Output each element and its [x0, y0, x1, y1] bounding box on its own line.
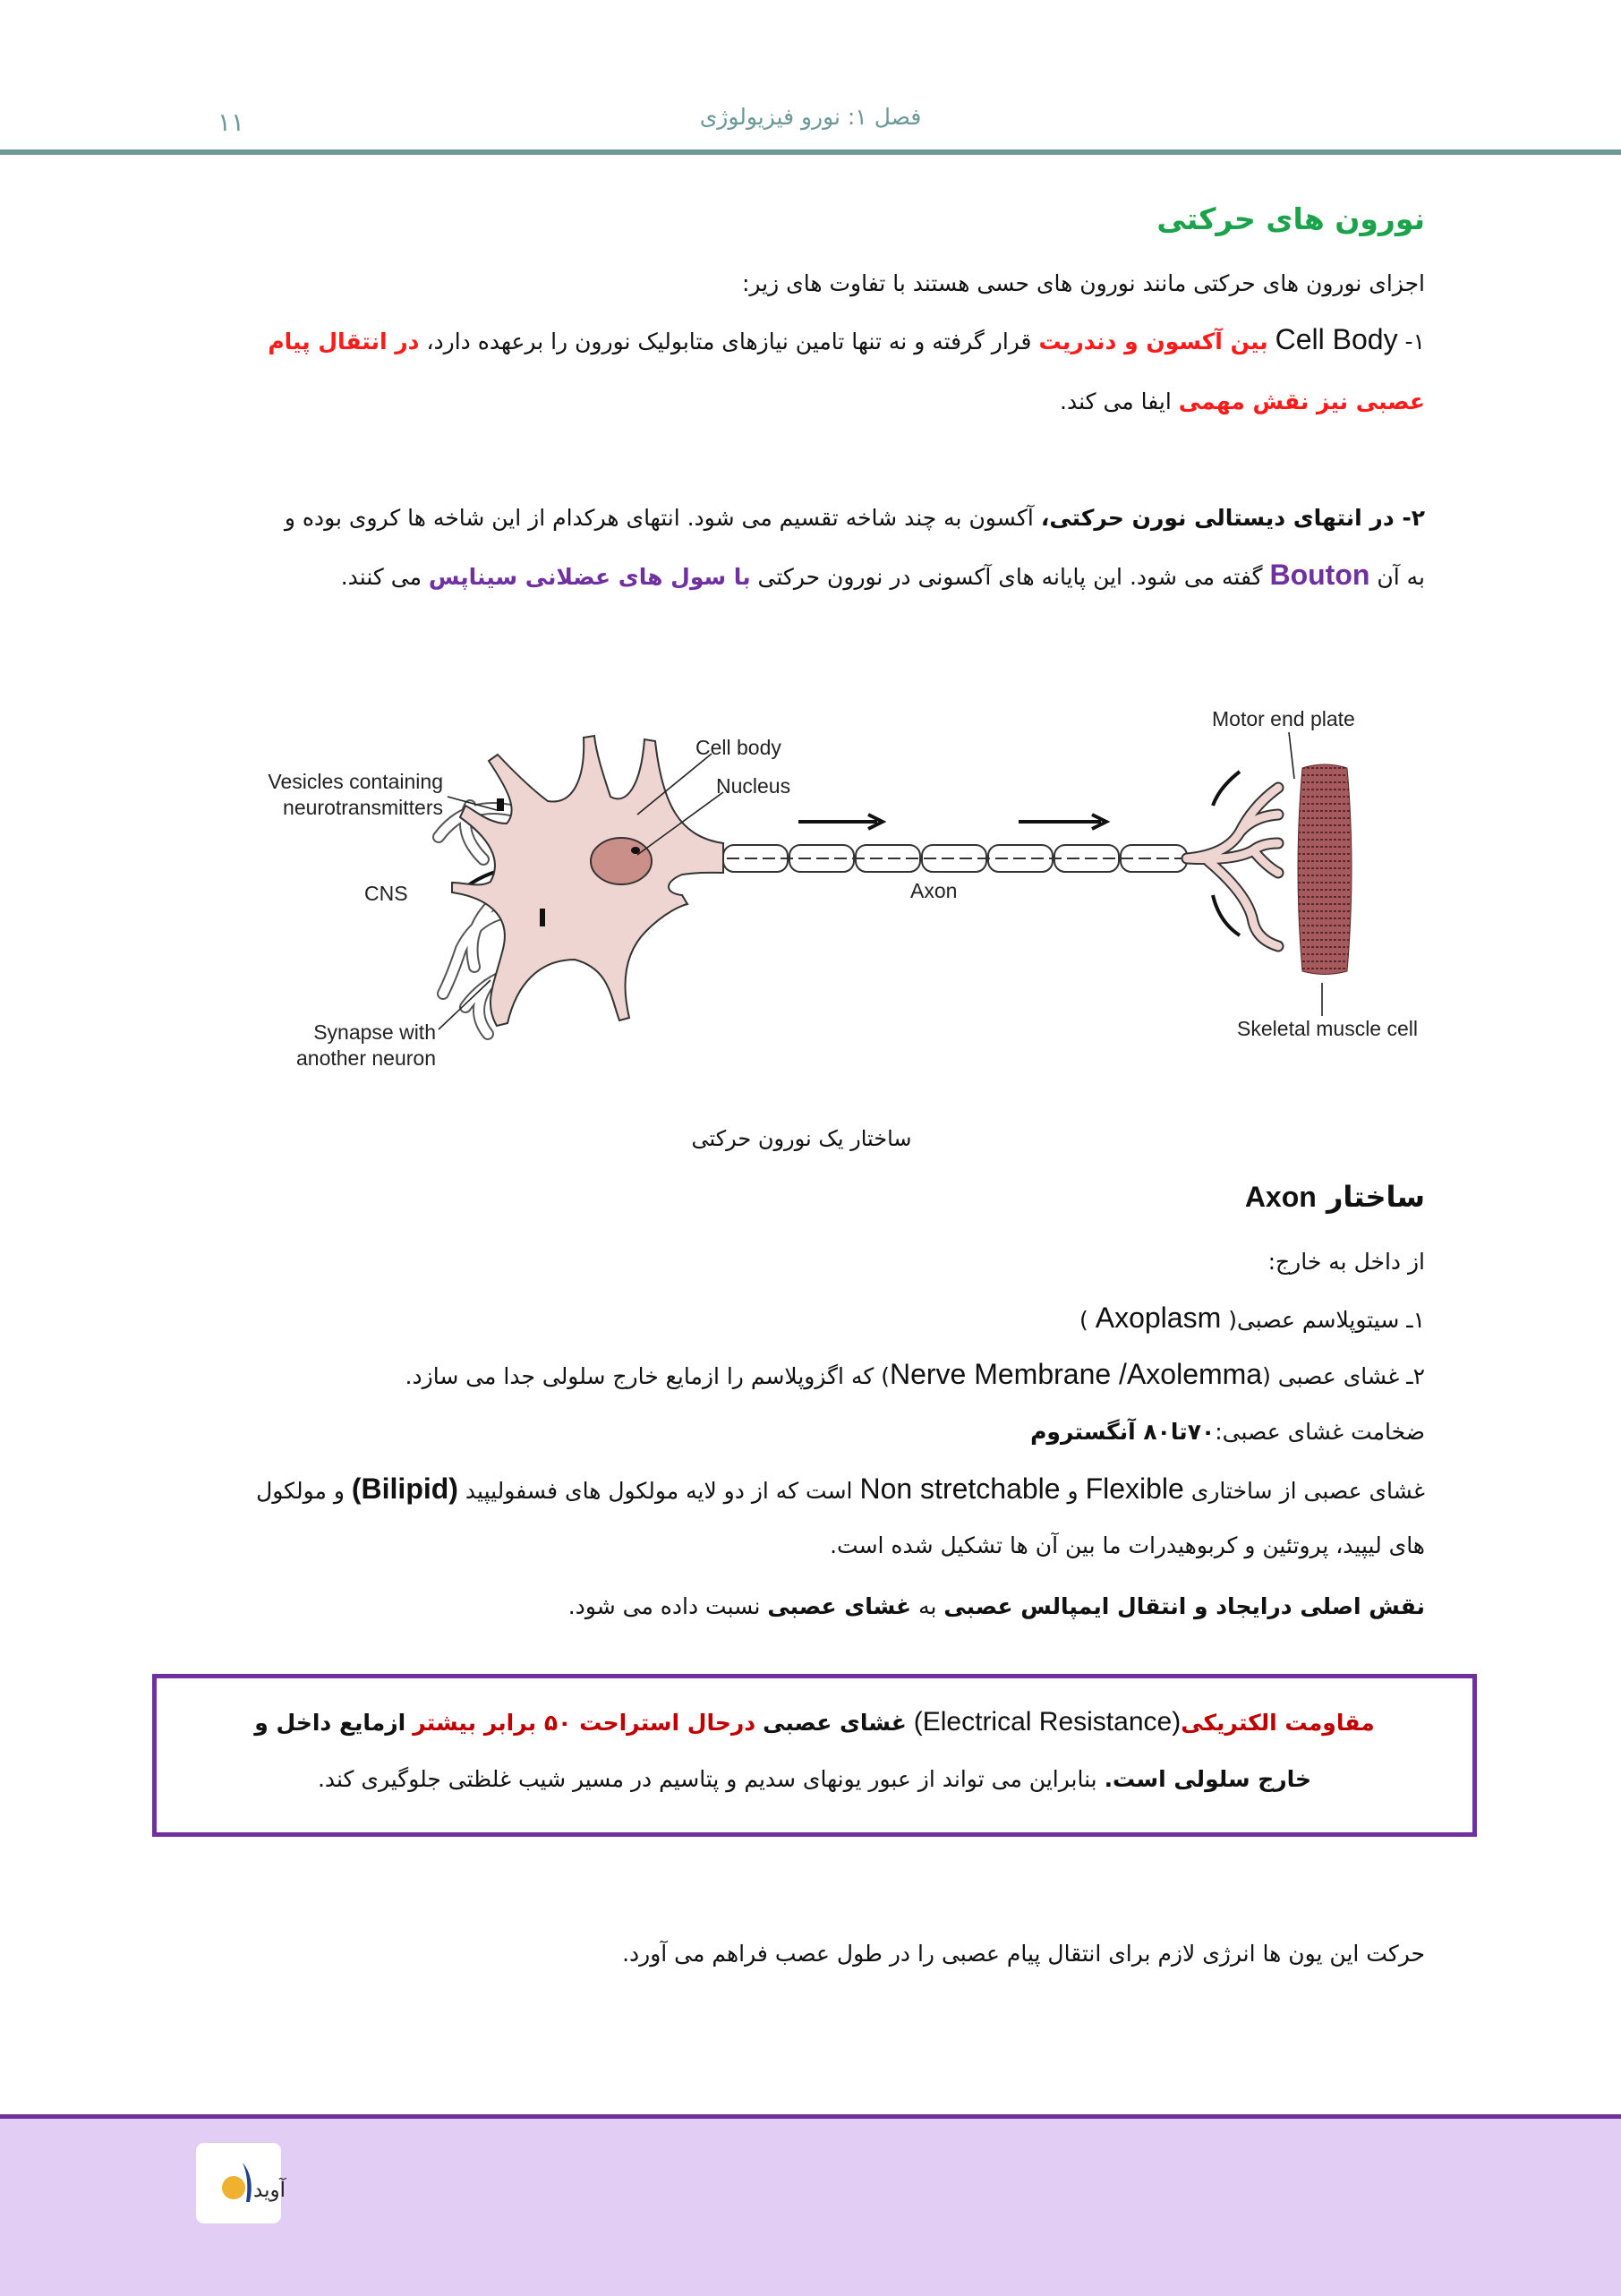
arrow-icon: [1019, 815, 1106, 829]
text: غشای عصبی: [763, 1710, 907, 1736]
motor-neuron-diagram: [224, 689, 1432, 1101]
text: و مولکول: [256, 1478, 345, 1504]
axon-terminals: [1187, 788, 1278, 946]
title-en: Axon: [1244, 1181, 1317, 1213]
section-title-motor-neurons: نورون های حرکتی: [1156, 201, 1425, 236]
nucleolus: [631, 847, 640, 854]
text: نقش اصلی درایجاد و انتقال ایمپالس عصبی: [943, 1593, 1425, 1619]
callout-box: [152, 1674, 1477, 1837]
term: Flexible: [1085, 1472, 1184, 1505]
title-fa: ساختار: [1326, 1180, 1425, 1214]
text: خارج سلولی است.: [1104, 1766, 1312, 1792]
text: و: [1067, 1478, 1079, 1504]
label-vesicles: Vesicles containing: [268, 770, 443, 793]
label-another-neuron: another neuron: [295, 1046, 436, 1070]
highlight: مقاومت الکتریکی: [1181, 1710, 1375, 1736]
arrow-icon: [798, 815, 883, 829]
text: نسبت داده می شود.: [567, 1593, 761, 1619]
label-synapse: Synapse with: [313, 1020, 436, 1044]
axon-line-2: [1079, 1302, 1425, 1336]
text: ایفا می کند.: [1060, 388, 1172, 414]
section-title-axon-structure: [1245, 1182, 1425, 1212]
text: است که از دو لایه مولکول های فسفولیپید: [465, 1478, 853, 1504]
highlight: عصبی نیز نقش مهمی: [1178, 388, 1425, 414]
text: بنابراین می تواند از عبور یونهای سدیم و پتاسیم در مسیر شیب غلظتی جلوگیری کند.: [317, 1766, 1097, 1792]
axon-line-3: [405, 1359, 1425, 1392]
axon-line-1: از داخل به خارج:: [1267, 1249, 1425, 1275]
cell-body-term: Cell Body: [1275, 323, 1398, 355]
highlight: درحال استراحت ۵۰ برابر بیشتر: [413, 1710, 756, 1736]
item2-line1: [285, 503, 1425, 533]
text: ضخامت غشای عصبی:: [1215, 1419, 1425, 1445]
skeletal-muscle-cell: [1298, 764, 1352, 975]
chapter-title: فصل ۱: نورو فیزیولوژی: [699, 104, 922, 130]
item-number: ۱-: [1404, 329, 1425, 354]
axon-line-7: [568, 1592, 1425, 1622]
text: ۱ـ سیتوپلاسم عصبی(: [1228, 1307, 1425, 1333]
label-neurotransmitters: neurotransmitters: [283, 796, 443, 819]
label-skeletal-muscle-cell: Skeletal muscle cell: [1237, 1017, 1418, 1040]
text: ۲ـ غشای عصبی (: [1262, 1363, 1425, 1389]
text: ): [1079, 1307, 1088, 1333]
term: (Bilipid): [351, 1472, 458, 1505]
text: قرار گرفته و نه تنها تامین نیازهای متابولیک نورون را برعهده دارد،: [426, 329, 1032, 354]
axon-line-5: [256, 1473, 1425, 1506]
header-rule: [0, 149, 1621, 155]
label-cns: CNS: [364, 882, 408, 905]
axolemma-term: Nerve Membrane /Axolemma: [889, 1358, 1263, 1390]
callout-line-2: [157, 1766, 1472, 1792]
item2-bold: ۲- در انتهای دیستالی نورن حرکتی،: [1040, 505, 1425, 531]
text: به: [918, 1593, 937, 1619]
label-cell-body: Cell body: [695, 736, 781, 759]
text: غشای عصبی: [767, 1593, 912, 1619]
page-number: ۱۱: [218, 107, 245, 137]
text: ) که اگزوپلاسم را ازمایع خارج سلولی جدا می سازد.: [405, 1363, 890, 1389]
logo-icon: [196, 2143, 286, 2223]
label-axon: Axon: [910, 879, 958, 902]
publisher-logo: [196, 2143, 286, 2223]
item2-line2: [341, 559, 1425, 593]
term: Non stretchable: [859, 1472, 1061, 1505]
vesicle-dot: [497, 798, 504, 811]
item1-line2: [1060, 387, 1425, 417]
curved-arrow-icon: [1213, 772, 1240, 806]
text: گفته می شود. این پایانه های آکسونی در نورون حرکتی: [757, 564, 1263, 590]
axoplasm-term: Axoplasm: [1095, 1302, 1222, 1334]
label-motor-end-plate: Motor end plate: [1212, 707, 1355, 730]
curved-arrow-icon: [1213, 895, 1240, 935]
svg-text:آوید: آوید: [253, 2178, 286, 2201]
text: آکسون به چند شاخه تقسیم می شود. انتهای هرکدام از این شاخه ها کروی بوده و: [284, 505, 1034, 531]
closing-text: حرکت این یون ها انرژی لازم برای انتقال پیام عصبی را در طول عصب فراهم می آورد.: [622, 1941, 1425, 1967]
term: (Electrical Resistance): [913, 1707, 1182, 1737]
text: می کنند.: [340, 564, 422, 590]
highlight: در انتقال پیام: [268, 329, 420, 354]
thickness-value: ۷۰تا۸۰ آنگستروم: [1030, 1419, 1216, 1445]
highlight: با سول های عضلانی سیناپس: [428, 564, 751, 590]
text: غشای عصبی از ساختاری: [1190, 1478, 1425, 1504]
callout-line-1: [157, 1707, 1472, 1737]
text: ازمایع داخل و: [254, 1710, 406, 1736]
item1-line1: [268, 324, 1425, 357]
text: به آن: [1377, 564, 1425, 590]
highlight: بین آکسون و دندریت: [1038, 329, 1268, 354]
intro-text: اجزای نورون های حرکتی مانند نورون های حسی هستند با تفاوت های زیر:: [741, 270, 1425, 296]
axon: [723, 845, 1187, 872]
label-nucleus: Nucleus: [716, 774, 791, 798]
axon-line-6: های لیپید، پروتئین و کربوهیدرات ما بین آن ها تشکیل شده است.: [830, 1532, 1425, 1558]
synapse-dot: [540, 909, 545, 926]
figure-caption: ساختار یک نورون حرکتی: [691, 1126, 912, 1151]
axon-line-4: [1030, 1417, 1425, 1447]
nucleus: [591, 838, 652, 884]
bouton-term: Bouton: [1269, 559, 1370, 591]
